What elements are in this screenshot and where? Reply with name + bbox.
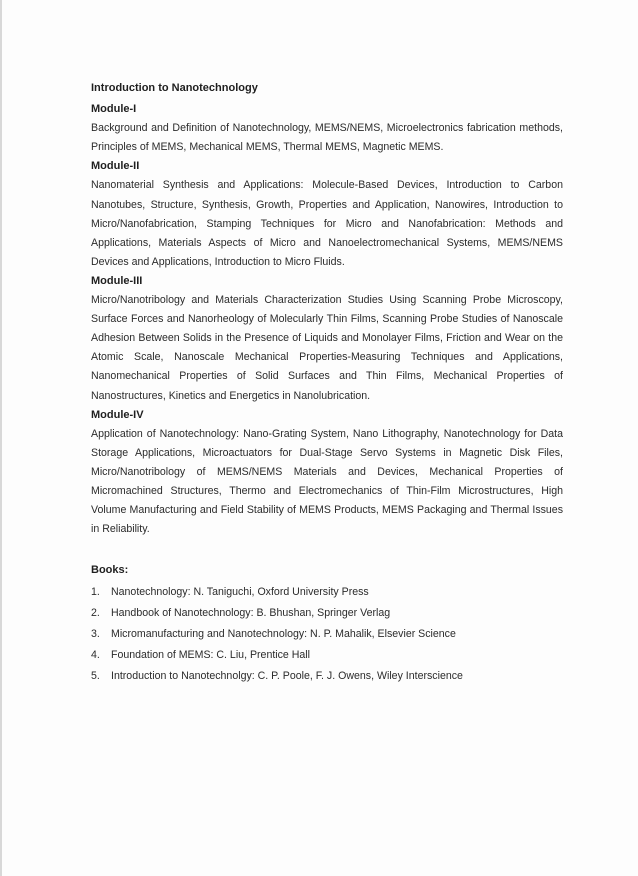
book-reference: Introduction to Nanotechnolgy: C. P. Poole, F. J. Owens, Wiley Interscience (111, 669, 463, 682)
book-list (91, 582, 563, 686)
module-heading: Module-I (91, 103, 137, 116)
module-section (91, 100, 563, 157)
list-number: 2. (91, 607, 100, 620)
list-number: 3. (91, 627, 100, 640)
module-heading: Module-II (91, 160, 140, 173)
document-content (91, 79, 563, 686)
document-title: Introduction to Nanotechnology (91, 82, 258, 94)
module-text: Background and Definition of Nanotechnology, MEMS/NEMS, Microelectronics fabrication methods, Principles of MEMS, Mechanical MEMS, Thermal MEMS, Magnetic MEMS. (91, 122, 563, 154)
book-reference: Micromanufacturing and Nanotechnology: N. P. Mahalik, Elsevier Science (111, 627, 456, 640)
module-heading: Module-IV (91, 408, 144, 421)
list-number: 5. (91, 669, 100, 682)
book-reference: Foundation of MEMS: C. Liu, Prentice Hall (111, 648, 311, 661)
list-item (91, 645, 563, 666)
list-number: 4. (91, 648, 100, 661)
module-text: Micro/Nanotribology and Materials Characterization Studies Using Scanning Probe Microscopy, Surface Forces and Nanorheology of Molecularly Thin Films, Scanning Probe Studies of Nanoscale Adhesion Between Solids in the Presence of Liquids and Monolayer Films, Friction and Wear on the Atomic Scale, Nanoscale Mechanical Properties-Measuring Techniques and Applications, Nanomechanical Properties of Solid Surfaces and Thin Films, Mechanical Properties of Nanostructures, Kinetics and Energetics in Nanolubrication. (91, 294, 563, 402)
book-reference: Nanotechnology: N. Taniguchi, Oxford University Press (111, 586, 369, 599)
books-heading: Books: (91, 564, 129, 577)
list-item (91, 582, 563, 603)
module-section (91, 406, 563, 540)
module-text: Application of Nanotechnology: Nano-Grating System, Nano Lithography, Nanotechnology for Data Storage Applications, Microactuators for Dual-Stage Servo Systems in Magnetic Disk Files, Micro/Nanotribology of MEMS/NEMS Materials and Devices, Mechanical Properties of Micromachined Structures, Thermo and Electromechanics of Thin-Film Microstructures, High Volume Manufacturing and Field Stability of MEMS Products, MEMS Packaging and Thermal Issues in Reliability. (91, 427, 563, 536)
book-reference: Handbook of Nanotechnology: B. Bhushan, Springer Verlag (111, 607, 391, 620)
module-section (91, 157, 563, 272)
page-edge (0, 0, 2, 876)
module-heading: Module-III (91, 274, 143, 287)
list-item (91, 603, 563, 624)
list-item (91, 624, 563, 645)
module-section (91, 272, 563, 406)
list-number: 1. (91, 586, 100, 599)
module-text: Nanomaterial Synthesis and Applications: Molecule-Based Devices, Introduction to Carbon Nanotubes, Structure, Synthesis, Growth, Properties and Application, Nanowires, Introduction to Micro/Nanofabrication, Stamping Techniques for Micro and Nanofabrication: Methods and Applications, Materials Aspects of Micro and Nanoelectromechanical Systems, MEMS/NEMS Devices and Applications, Introduction to Micro Fluids. (91, 179, 563, 268)
list-item (91, 666, 563, 687)
